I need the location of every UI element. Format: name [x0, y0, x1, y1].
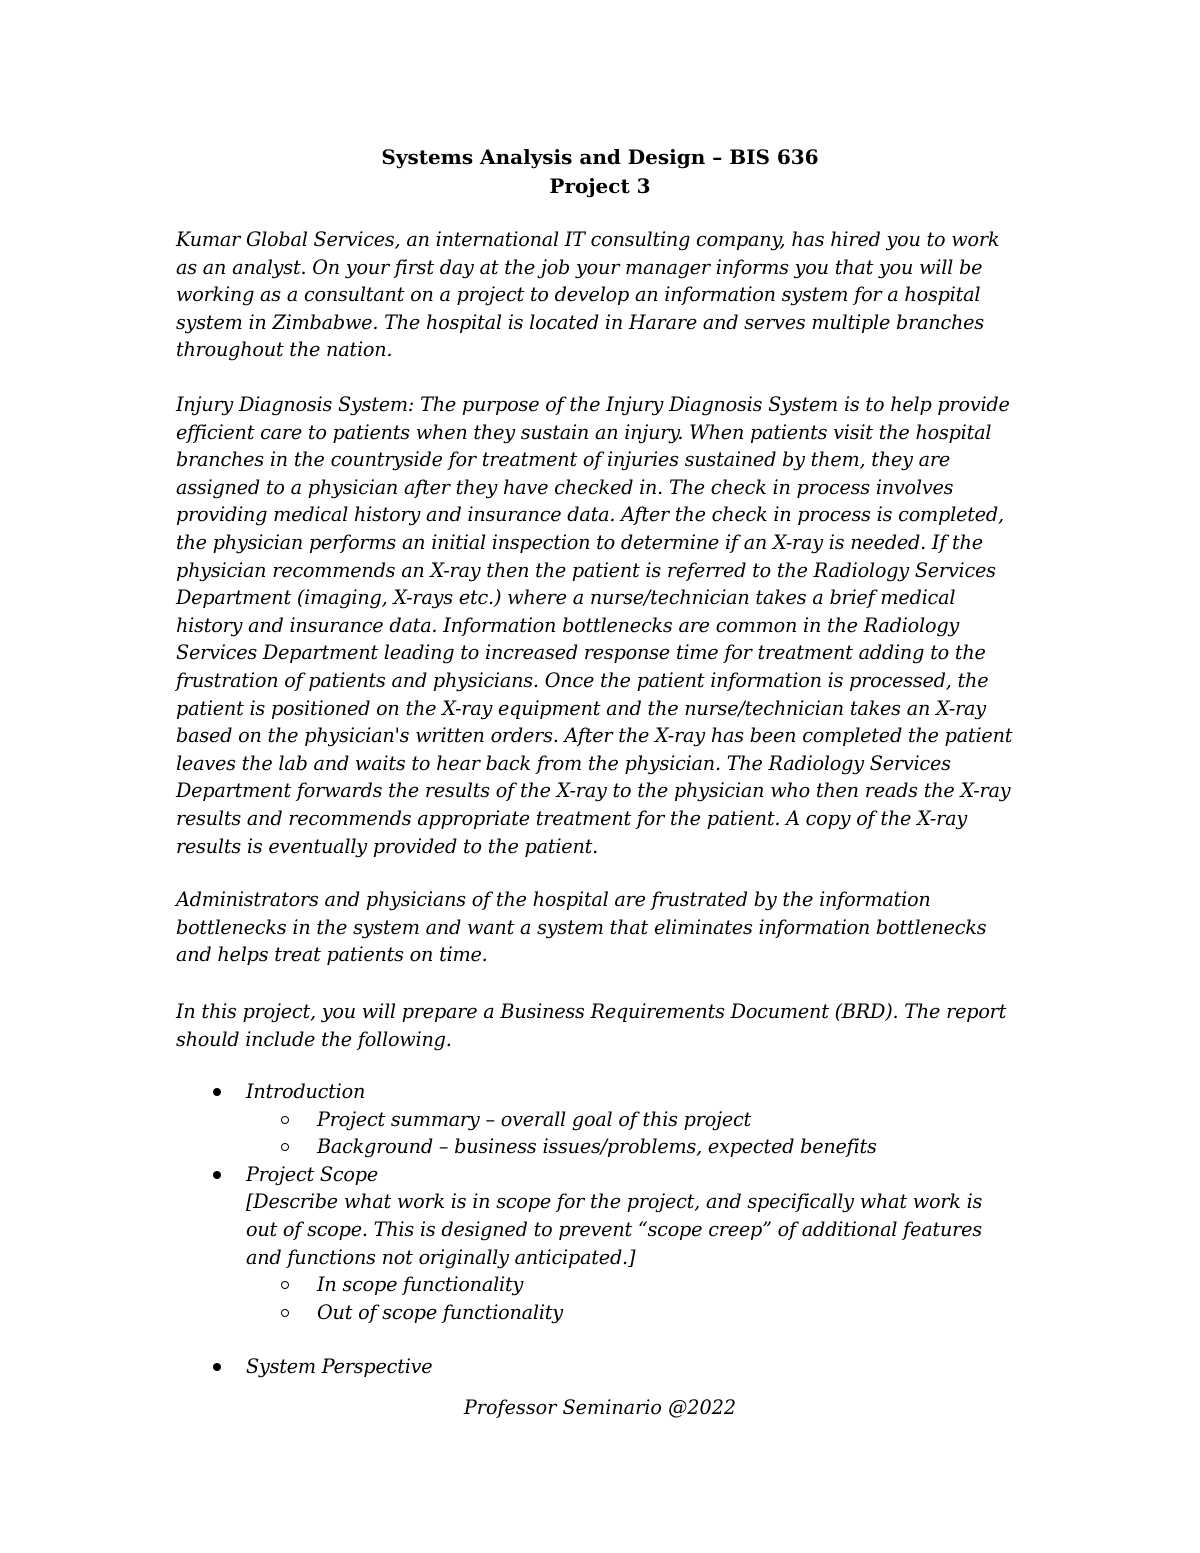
text-line: history and insurance data. Information bottlenecks are common in the Radiology	[176, 613, 960, 637]
requirements-outline	[176, 1078, 1056, 1381]
list-item-label: System Perspective	[246, 1355, 433, 1379]
text-line: Department forwards the results of the X-ray to the physician who then reads the X-ray	[176, 779, 1011, 803]
title-project: Project 3	[549, 174, 651, 198]
text-line: bottlenecks in the system and want a system that eliminates information bottlenecks	[176, 915, 987, 939]
page-footer: Professor Seminario @2022	[463, 1396, 737, 1419]
text-line: frustration of patients and physicians. Once the patient information is processed, the	[176, 668, 989, 692]
sub-item-label: In scope functionality	[317, 1273, 524, 1297]
text-line: Department (imaging, X-rays etc.) where a nurse/technician takes a brief medical	[176, 586, 956, 610]
list-item-introduction	[176, 1078, 1056, 1106]
sub-item-label: Out of scope functionality	[317, 1300, 563, 1324]
list-item-label: Project Scope	[246, 1162, 378, 1186]
list-item-label: Introduction	[246, 1080, 366, 1103]
text-line: physician recommends an X-ray then the patient is referred to the Radiology Services	[176, 558, 996, 582]
text-line: throughout the nation.	[176, 338, 393, 362]
text-line: should include the following.	[176, 1027, 452, 1051]
scope-description-line: out of scope. This is designed to prevent “scope creep” of additional features	[246, 1217, 982, 1241]
text-line: based on the physician's written orders. After the X-ray has been completed the patient	[176, 724, 1013, 748]
text-line: providing medical history and insurance data. After the check in process is completed,	[176, 503, 1004, 527]
circle-bullet-icon	[281, 1309, 289, 1317]
circle-bullet-icon	[281, 1116, 289, 1124]
paragraph-frustration	[176, 886, 1036, 969]
text-line: Injury Diagnosis System: The purpose of the Injury Diagnosis System is to help provide	[176, 393, 1010, 416]
sub-item-background	[176, 1133, 1056, 1161]
list-item-system-perspective	[176, 1353, 1056, 1381]
title-course: Systems Analysis and Design – BIS 636	[381, 145, 819, 169]
circle-bullet-icon	[281, 1143, 289, 1151]
bullet-icon	[213, 1171, 221, 1179]
scope-description-line: [Describe what work is in scope for the project, and specifically what work is	[246, 1190, 983, 1214]
sub-item-out-of-scope	[176, 1299, 1056, 1327]
text-line: Kumar Global Services, an international IT consulting company, has hired you to work	[176, 228, 1000, 251]
text-line: Administrators and physicians of the hospital are frustrated by the information	[176, 888, 931, 911]
text-line: and helps treat patients on time.	[176, 943, 488, 967]
text-line: results is eventually provided to the patient.	[176, 834, 599, 858]
text-line: as an analyst. On your first day at the job your manager informs you that you will be	[176, 255, 983, 279]
text-line: branches in the countryside for treatment of injuries sustained by them, they are	[176, 448, 951, 472]
bullet-icon	[213, 1363, 221, 1371]
list-spacer	[176, 1326, 1056, 1353]
text-line: efficient care to patients when they sustain an injury. When patients visit the hospital	[176, 420, 992, 444]
text-line: results and recommends appropriate treatment for the patient. A copy of the X-ray	[176, 806, 967, 830]
document-title	[0, 143, 1200, 201]
text-line: assigned to a physician after they have checked in. The check in process involves	[176, 475, 954, 499]
sub-item-in-scope	[176, 1271, 1056, 1299]
text-line: the physician performs an initial inspection to determine if an X-ray is needed. If the	[176, 530, 983, 554]
sub-item-label: Project summary – overall goal of this project	[317, 1107, 752, 1131]
text-line: patient is positioned on the X-ray equipment and the nurse/technician takes an X-ray	[176, 696, 986, 720]
scope-description-line: and functions not originally anticipated.]	[246, 1245, 636, 1269]
text-line: leaves the lab and waits to hear back from the physician. The Radiology Services	[176, 751, 951, 775]
circle-bullet-icon	[281, 1281, 289, 1289]
text-line: working as a consultant on a project to develop an information system for a hospital	[176, 283, 981, 307]
text-line: system in Zimbabwe. The hospital is located in Harare and serves multiple branches	[176, 310, 984, 334]
paragraph-brd	[176, 998, 1036, 1053]
sub-item-project-summary	[176, 1106, 1056, 1134]
text-line: In this project, you will prepare a Business Requirements Document (BRD). The report	[176, 1000, 1007, 1023]
sub-item-label: Background – business issues/problems, expected benefits	[317, 1135, 877, 1159]
list-item-project-scope	[176, 1161, 1056, 1271]
bullet-icon	[213, 1088, 221, 1096]
paragraph-intro	[176, 226, 1036, 364]
paragraph-injury-diagnosis	[176, 391, 1036, 860]
text-line: Services Department leading to increased response time for treatment adding to the	[176, 641, 986, 665]
